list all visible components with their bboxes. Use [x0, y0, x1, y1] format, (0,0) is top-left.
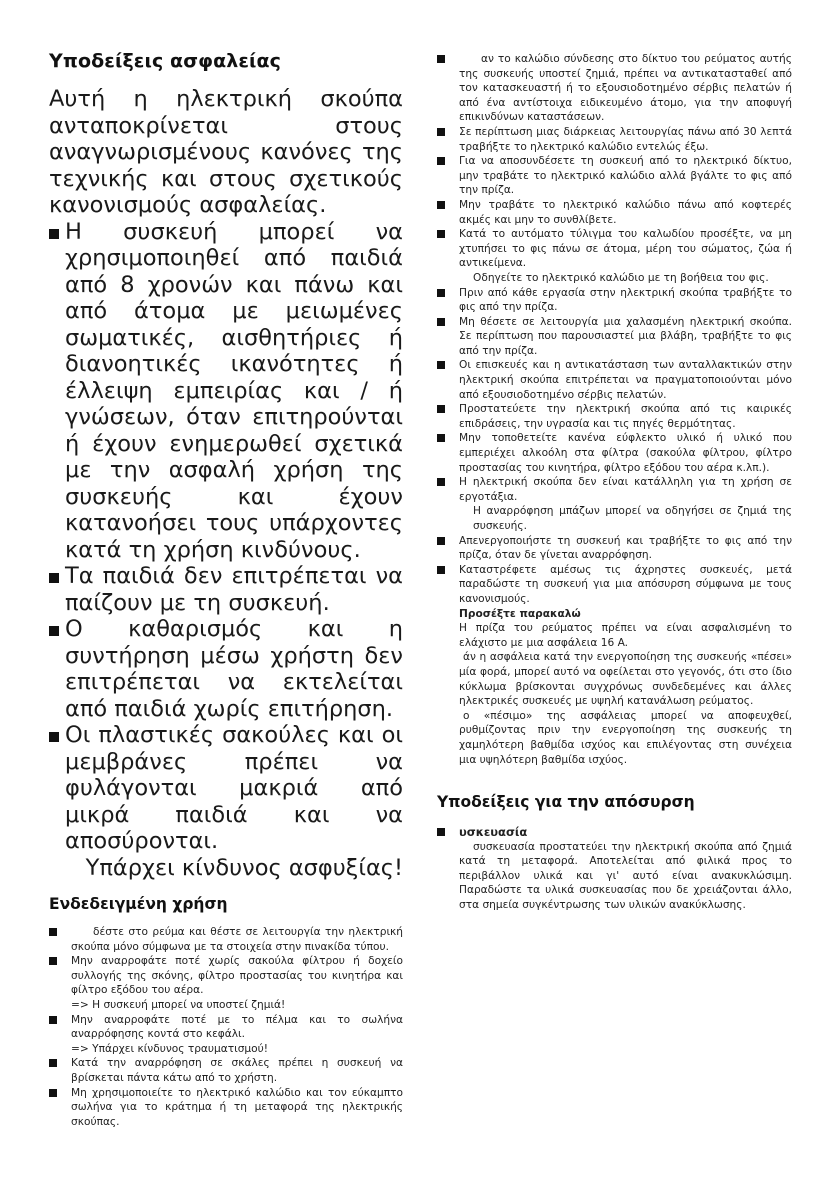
big-bullet: Οι πλαστικές σακούλες και οι μεμβράνες πρέπει να φυλάγονται μακριά από μικρά παιδιά και να αποσύρονται.: [49, 722, 403, 855]
intended-use-heading: Ενδεδειγμένη χρήση: [49, 895, 228, 913]
list-item: [49, 925, 403, 954]
attention-p1: Η πρίζα του ρεύματος πρέπει να είναι ασφαλισμένη το ελάχιστο με μια ασφάλεια 16 A.: [459, 622, 792, 649]
right-column: [437, 52, 792, 913]
item-text: Μη θέσετε σε λειτουργία μια χαλασμένη ηλεκτρική σκούπα. Σε περίπτωση που παρουσιαστεί μια βλάβη, τραβήξτε το φις από την πρίζα.: [459, 315, 792, 357]
item-text: Απενεργοποιήστε τη συσκευή και τραβήξτε το φις από την πρίζα, όταν δε γίνεται αναρρόφηση.: [459, 534, 792, 562]
item-text: Καταστρέφετε αμέσως τις άχρηστες συσκευές, μετά παραδώστε τη συσκευή για μια απόσυρση σύμφωνα με τους κανονισμούς.: [459, 563, 792, 605]
list-item: [437, 52, 792, 125]
list-item: [437, 286, 792, 315]
item-text: Κατά το αυτόματο τύλιγμα του καλωδίου προσέξτε, να μη χτυπήσει το φις πάνω σε άτομα, μέρη του σώματος, ζώα ή αντικείμενα.: [459, 228, 792, 270]
attention-p3: ο «πέσιμο» της ασφάλειας μπορεί να αποφευχθεί, ρυθμίζοντας πριν την ενεργοποίηση της συσκευής τη χαμηλότερη βαθμίδα ισχύος και επιλέγοντας στη συνέχεια μια υψηλότερη βαθμίδα ισχύος.: [459, 709, 792, 766]
list-item: [49, 1056, 403, 1085]
big-bullet: Τα παιδιά δεν επιτρέπεται να παίζουν με τη συσκευή.: [49, 563, 403, 616]
list-item: [49, 954, 403, 1012]
item-text: Οι επισκευές και η αντικατάσταση των ανταλλακτικών στην ηλεκτρική σκούπα επιτρέπεται να πραγματοποιούνται μόνο από εξουσιοδοτημένο σέρβις πελατών.: [459, 359, 792, 401]
item-note: => Η συσκευή μπορεί να υποστεί ζημιά!: [71, 998, 286, 1011]
list-item: [437, 825, 792, 913]
list-item: [437, 315, 792, 359]
item-text: Μην τραβάτε το ηλεκτρικό καλώδιο πάνω από κοφτερές ακμές και μην το συνθλίβετε.: [459, 198, 792, 226]
safety-list: [437, 52, 792, 767]
list-item: [437, 563, 792, 767]
list-item: [437, 198, 792, 227]
list-item: [49, 1086, 403, 1130]
item-text: Μην αναρροφάτε ποτέ χωρίς σακούλα φίλτρου ή δοχείο συλλογής της σκόνης, φίλτρο προστασίας του κινητήρα και φίλτρο εξόδου του αέρα.: [71, 955, 403, 997]
item-text: Μην τοποθετείτε κανένα εύφλεκτο υλικό ή υλικό που εμπεριέχει αλκοόλη στα φίλτρα (σακούλα φίλτρου, φίλτρο προστασίας του κινητήρα, φίλτρο εξόδου του αέρα κ.λπ.).: [459, 432, 792, 474]
disposal-heading: Υποδείξεις για την απόσυρση: [437, 793, 695, 812]
item-text: Η ηλεκτρική σκούπα δεν είναι κατάλληλη για τη χρήση σε εργοτάξια.: [459, 476, 792, 503]
suffocation-warning: Υπάρχει κίνδυνος ασφυξίας!: [85, 854, 403, 881]
item-text: Κατά την αναρρόφηση σε σκάλες πρέπει η συσκευή να βρίσκεται πάντα κάτω από το χρήστη.: [71, 1057, 403, 1084]
intended-use-list: [49, 925, 403, 1129]
attention-p2: άν η ασφάλεια κατά την ενεργοποίηση της συσκευής «πέσει» μία φορά, μπορεί αυτό να οφείλεται στο γεγονός, ότι στο ίδιο κύκλωμα βρίσκονται συγχρόνως συνδεδεμένες και άλλες ηλεκτρικές συσκευές με υψηλή κατανάλωση ρεύματος.: [459, 651, 792, 708]
safety-big-list: [49, 219, 403, 855]
disposal-list: [437, 825, 792, 913]
item-text: Για να αποσυνδέσετε τη συσκευή από το ηλεκτρικό δίκτυο, μην τραβάτε το ηλεκτρικό καλώδιο αλλά βγάλτε το φις από την πρίζα.: [459, 155, 792, 197]
list-item: [437, 358, 792, 402]
big-bullet: Η συσκευή μπορεί να χρησιμοποιηθεί από παιδιά από 8 χρονών και πάνω και από άτομα με μειωμένες σωματικές, αισθητήριες ή διανοητικές ικανότητες ή έλλειψη εμπειρίας και / ή γνώσεων, όταν επιτηρούνται ή έχουν ενημερωθεί σχετικά με την ασφαλή χρήση της συσκευής και έχουν κατανοήσει τους υπάρχοντες κατά τη χρήση κινδύνους.: [49, 219, 403, 564]
item-text: Μην αναρροφάτε ποτέ με το πέλμα και το σωλήνα αναρρόφησης κοντά στο κεφάλι.: [71, 1013, 403, 1041]
safety-heading: Υποδείξεις ασφαλείας: [49, 50, 282, 72]
item-note: Η αναρρόφηση μπάζων μπορεί να οδηγήσει σε ζημιά της συσκευής.: [473, 505, 792, 532]
item-text: αν το καλώδιο σύνδεσης στο δίκτυο του ρεύματος αυτής της συσκευής υποστεί ζημιά, πρέπει να αντικατασταθεί από τον κατασκευαστή ή το εξουσιοδοτημένο σέρβις πελατών ή από ένα αντίστοιχα ειδικευμένο άτομο, για την αποφυγή επικινδύνων καταστάσεων.: [459, 53, 792, 124]
item-text: Πριν από κάθε εργασία στην ηλεκτρική σκούπα τραβήξτε το φις από την πρίζα.: [459, 286, 792, 314]
safety-intro: Αυτή η ηλεκτρική σκούπα ανταποκρίνεται στους αναγνωρισμένους κανόνες της τεχνικής και στους σχετικούς κανονισμούς ασφαλείας.: [49, 86, 403, 218]
packaging-text: συσκευασία προστατεύει την ηλεκτρική σκούπα από ζημιά κατά τη μεταφορά. Αποτελείται από φιλικά προς το περιβάλλον υλικά και γι' αυτό είναι ανακυκλώσιμη. Παραδώστε τα υλικά συσκευασίας που δε χρειάζονται άλλο, στα σημεία συγκέντρωσης των υλικών ανακύκλωσης.: [459, 840, 792, 912]
item-note: => Υπάρχει κίνδυνος τραυματισμού!: [71, 1042, 269, 1055]
list-item: [49, 1013, 403, 1057]
list-item: [437, 534, 792, 563]
attention-heading: Προσέξτε παρακαλώ: [459, 607, 581, 620]
list-item: [437, 125, 792, 154]
list-item: [437, 431, 792, 475]
item-text: Προστατεύετε την ηλεκτρική σκούπα από τις καιρικές επιδράσεις, την υγρασία και τις πηγές θερμότητας.: [459, 403, 792, 430]
item-text: Σε περίπτωση μιας διάρκειας λειτουργίας πάνω από 30 λεπτά τραβήξτε το ηλεκτρικό καλώδιο εντελώς έξω.: [459, 125, 792, 153]
big-bullet: Ο καθαρισμός και η συντήρηση μέσω χρήστη δεν επιτρέπεται να εκτελείται από παιδιά χωρίς επιτήρηση.: [49, 616, 403, 722]
list-item: [437, 402, 792, 431]
item-text: δέστε στο ρεύμα και θέστε σε λειτουργία την ηλεκτρική σκούπα μόνο σύμφωνα με τα στοιχεία στην πινακίδα τύπου.: [71, 926, 403, 953]
list-item: [437, 154, 792, 198]
list-item: [437, 475, 792, 533]
list-item: [437, 227, 792, 285]
item-text: Μη χρησιμοποιείτε το ηλεκτρικό καλώδιο και τον εύκαμπτο σωλήνα για το κράτημα ή τη μεταφορά της ηλεκτρικής σκούπας.: [71, 1086, 403, 1128]
packaging-title: υσκευασία: [459, 825, 528, 840]
item-note: Οδηγείτε το ηλεκτρικό καλώδιο με τη βοήθεια του φις.: [473, 271, 769, 284]
left-column: [49, 50, 403, 1129]
